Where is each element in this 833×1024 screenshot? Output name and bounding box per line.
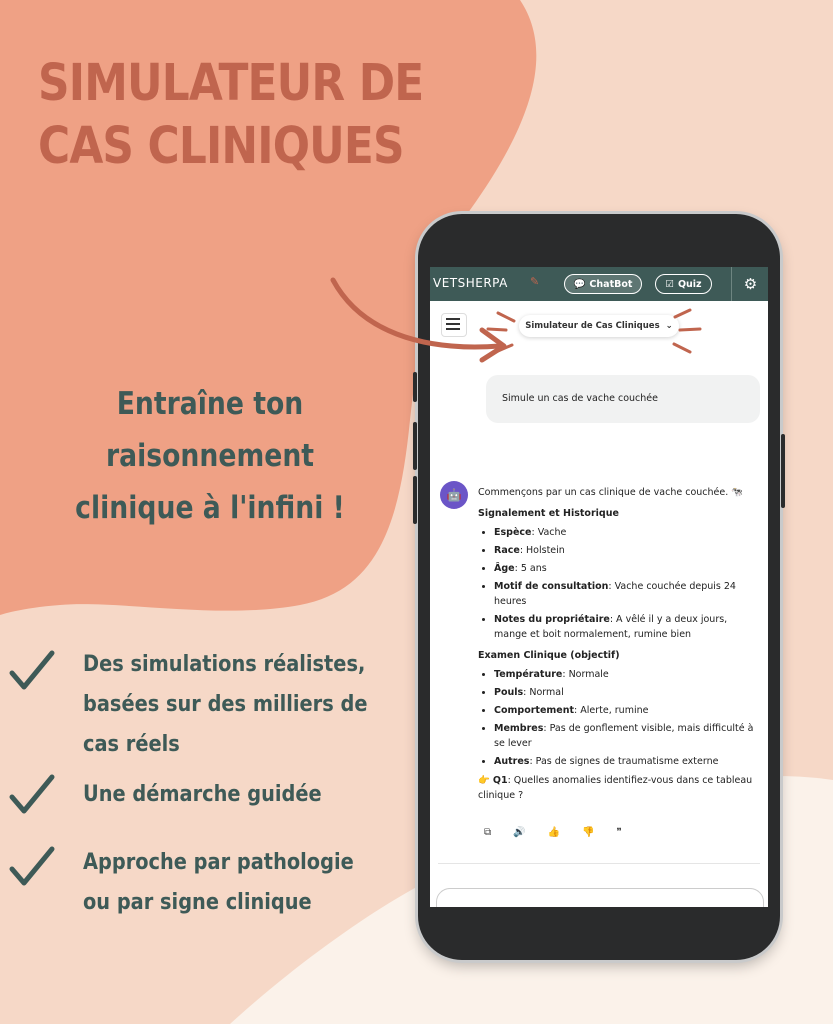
feature-text <box>83 645 367 765</box>
checkmark-icon <box>8 845 56 889</box>
feature-line: ou par signe clinique <box>83 890 312 915</box>
tagline-line-3: clinique à l'infini ! <box>75 490 345 526</box>
user-message: Simule un cas de vache couchée <box>486 375 760 423</box>
gear-icon: ⚙ <box>743 275 758 293</box>
section-title: Examen Clinique (objectif) <box>478 650 620 661</box>
phone-mockup <box>418 214 780 960</box>
pointing-hand-icon: 👉 <box>478 775 490 786</box>
divider <box>438 863 760 864</box>
list-item: • Température: Normale <box>494 667 762 682</box>
chatbot-label: ChatBot <box>589 278 633 290</box>
feature-line: Approche par pathologie <box>83 850 354 875</box>
list-item: • Autres: Pas de signes de traumatisme externe <box>494 754 762 769</box>
settings-button[interactable] <box>731 267 768 301</box>
checkmark-icon <box>8 649 56 693</box>
phone-side-button <box>413 422 417 470</box>
message-input[interactable] <box>436 888 764 907</box>
list-item: • Race: Holstein <box>494 543 762 558</box>
quiz-button[interactable] <box>655 274 712 294</box>
app-topbar <box>430 267 768 301</box>
question: 👉 Q1: Quelles anomalies identifiez-vous dans ce tableau clinique ? <box>478 775 753 801</box>
speaker-icon[interactable]: 🔊 <box>513 827 526 838</box>
list-item: • Motif de consultation: Vache couchée depuis 24 heures <box>494 579 762 609</box>
bot-message <box>478 485 762 809</box>
logo-icon: ✎ <box>530 275 540 288</box>
title-line-1: SIMULATEUR DE <box>38 54 424 113</box>
app-screen <box>430 267 768 907</box>
thumbs-up-icon[interactable]: 👍 <box>547 827 561 838</box>
phone-side-button <box>781 434 785 508</box>
tagline-line-2: raisonnement <box>105 438 315 474</box>
feature-text <box>83 775 322 815</box>
feature-line: Une démarche guidée <box>83 782 322 807</box>
mode-select[interactable] <box>519 315 679 337</box>
examen-list <box>478 667 762 769</box>
thumbs-down-icon[interactable]: 👎 <box>582 827 595 838</box>
list-item: • Âge: 5 ans <box>494 561 762 576</box>
signalement-list <box>478 525 762 642</box>
list-item: • Membres: Pas de gonflement visible, mais difficulté à se lever <box>494 721 762 751</box>
phone-side-button <box>413 372 417 402</box>
chatbot-button[interactable] <box>564 274 642 294</box>
phone-side-button <box>413 476 417 524</box>
list-item: • Comportement: Alerte, rumine <box>494 703 762 718</box>
list-item: • Espèce: Vache <box>494 525 762 540</box>
message-actions <box>484 827 622 838</box>
list-item: • Notes du propriétaire: A vêlé il y a deux jours, mange et boit normalement, rumine bien <box>494 612 762 642</box>
quote-icon[interactable]: ❞ <box>616 827 622 838</box>
feature-text <box>83 843 354 923</box>
brand-name[interactable]: VETSHERPA <box>433 276 508 290</box>
title-line-2: CAS CLINIQUES <box>38 117 404 176</box>
hamburger-icon <box>446 318 460 332</box>
quiz-label: Quiz <box>677 278 702 290</box>
list-item: • Pouls: Normal <box>494 685 762 700</box>
poster-title <box>38 52 424 178</box>
section-title: Signalement et Historique <box>478 508 619 519</box>
checkbox-icon: ☑ <box>665 278 674 290</box>
copy-icon[interactable]: ⧉ <box>484 827 492 838</box>
checkmark-icon <box>8 773 56 817</box>
mode-select-value: Simulateur de Cas Cliniques <box>525 321 660 331</box>
cow-icon: 🐄 <box>731 487 744 498</box>
feature-line: basées sur des milliers de <box>83 692 368 717</box>
chevron-down-icon: ⌄ <box>665 321 673 331</box>
bot-avatar-icon: 🤖 <box>440 481 468 509</box>
bot-intro: Commençons par un cas clinique de vache couchée. <box>478 487 729 498</box>
feature-line: cas réels <box>83 732 180 757</box>
feature-line: Des simulations réalistes, <box>83 652 366 677</box>
chat-bubbles-icon: 💬 <box>573 278 586 290</box>
poster-tagline <box>64 378 356 534</box>
tagline-line-1: Entraîne ton <box>116 386 304 422</box>
